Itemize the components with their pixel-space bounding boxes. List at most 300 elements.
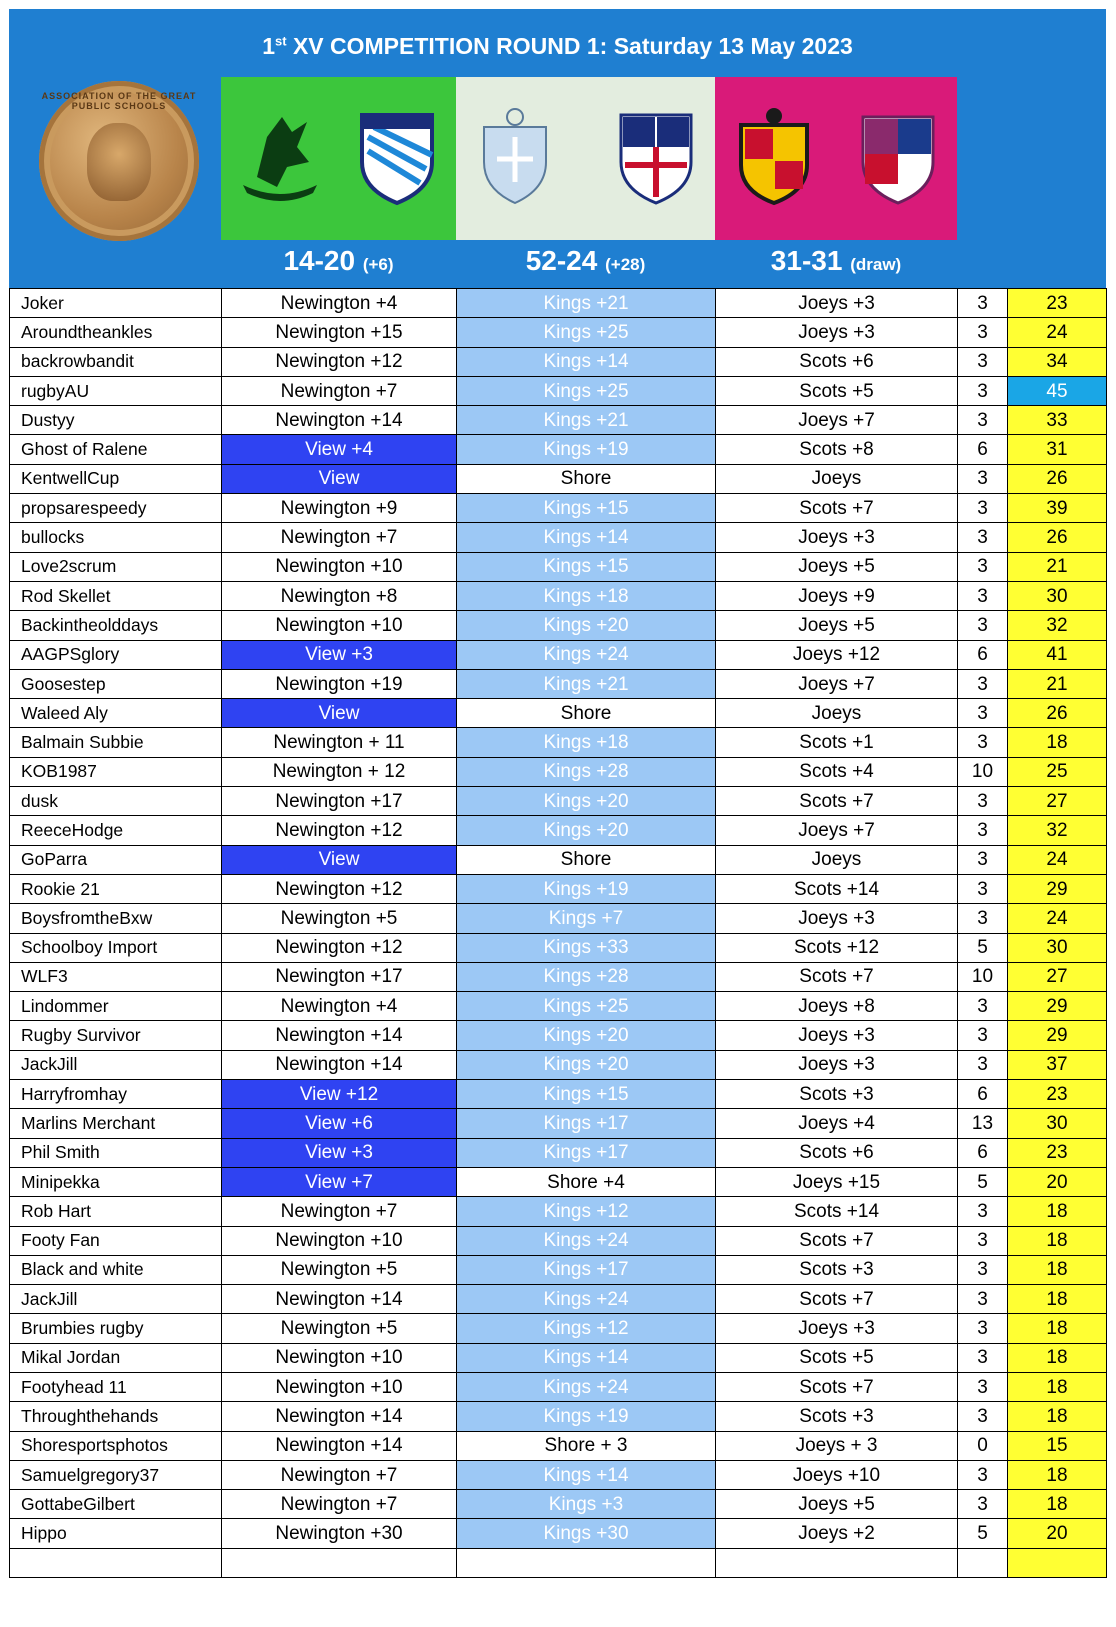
match-3-logos bbox=[715, 77, 957, 240]
bonus-points: 6 bbox=[958, 1138, 1008, 1167]
bonus-points: 3 bbox=[958, 494, 1008, 523]
tipster-name: Mikal Jordan bbox=[10, 1343, 222, 1372]
match-1-tip: View +3 bbox=[222, 1138, 457, 1167]
tipster-name: BoysfromtheBxw bbox=[10, 904, 222, 933]
total-points: 29 bbox=[1008, 1021, 1107, 1050]
tipster-name: Hippo bbox=[10, 1519, 222, 1548]
match-2-tip: Kings +17 bbox=[457, 1138, 716, 1167]
page-title: 1st XV COMPETITION ROUND 1: Saturday 13 May 2023 bbox=[262, 33, 853, 59]
total-points: 29 bbox=[1008, 992, 1107, 1021]
match-3-tip: Scots +6 bbox=[716, 347, 958, 376]
total-points: 21 bbox=[1008, 552, 1107, 581]
tipster-name: Brumbies rugby bbox=[10, 1314, 222, 1343]
match-2-tip: Kings +17 bbox=[457, 1255, 716, 1284]
table-row bbox=[10, 1343, 1107, 1372]
match-2-tip: Kings +14 bbox=[457, 347, 716, 376]
match-2-tip: Kings +24 bbox=[457, 1285, 716, 1314]
total-points: 45 bbox=[1008, 376, 1107, 405]
tipster-name: Rob Hart bbox=[10, 1197, 222, 1226]
match-3-tip: Joeys +3 bbox=[716, 1021, 958, 1050]
empty-cell bbox=[10, 1548, 222, 1577]
scots-college-crest-icon bbox=[731, 107, 817, 207]
match-2-tip: Kings +25 bbox=[457, 992, 716, 1021]
match-3-tip: Joeys +12 bbox=[716, 640, 958, 669]
table-row bbox=[10, 1197, 1107, 1226]
total-points: 33 bbox=[1008, 406, 1107, 435]
bonus-points: 5 bbox=[958, 1167, 1008, 1196]
match-3-tip: Joeys +7 bbox=[716, 816, 958, 845]
total-points: 34 bbox=[1008, 347, 1107, 376]
bonus-points: 13 bbox=[958, 1109, 1008, 1138]
match-2-tip: Kings +14 bbox=[457, 523, 716, 552]
match-1-tip: Newington +12 bbox=[222, 933, 457, 962]
bonus-points: 3 bbox=[958, 464, 1008, 493]
match-1-tip: Newington +7 bbox=[222, 1490, 457, 1519]
match-3-tip: Scots +1 bbox=[716, 728, 958, 757]
bonus-points: 3 bbox=[958, 289, 1008, 318]
table-row bbox=[10, 787, 1107, 816]
match-1-tip: Newington +4 bbox=[222, 289, 457, 318]
match-3-tip: Joeys + 3 bbox=[716, 1431, 958, 1460]
tipster-name: Minipekka bbox=[10, 1167, 222, 1196]
match-2-tip: Kings +21 bbox=[457, 669, 716, 698]
table-row bbox=[10, 611, 1107, 640]
table-row bbox=[10, 933, 1107, 962]
tipster-name: Phil Smith bbox=[10, 1138, 222, 1167]
empty-row bbox=[10, 1548, 1107, 1577]
tipster-name: KentwellCup bbox=[10, 464, 222, 493]
total-points: 20 bbox=[1008, 1519, 1107, 1548]
match-1-tip: Newington +12 bbox=[222, 347, 457, 376]
empty-cell bbox=[716, 1548, 958, 1577]
match-1-tip: Newington +5 bbox=[222, 1255, 457, 1284]
total-points: 24 bbox=[1008, 904, 1107, 933]
match-1-tip: Newington +17 bbox=[222, 962, 457, 991]
bonus-points: 3 bbox=[958, 904, 1008, 933]
match-2-tip: Shore bbox=[457, 464, 716, 493]
match-2-tip: Kings +18 bbox=[457, 581, 716, 610]
table-row bbox=[10, 640, 1107, 669]
header-banner bbox=[9, 9, 1106, 288]
total-points: 32 bbox=[1008, 816, 1107, 845]
match-1-tip: Newington +7 bbox=[222, 523, 457, 552]
bonus-points: 3 bbox=[958, 523, 1008, 552]
table-row bbox=[10, 494, 1107, 523]
match-1-tip: Newington +8 bbox=[222, 581, 457, 610]
tipster-name: Marlins Merchant bbox=[10, 1109, 222, 1138]
table-row bbox=[10, 1021, 1107, 1050]
bonus-points: 5 bbox=[958, 933, 1008, 962]
bonus-points: 5 bbox=[958, 1519, 1008, 1548]
tipster-name: AAGPSglory bbox=[10, 640, 222, 669]
match-3-tip: Scots +12 bbox=[716, 933, 958, 962]
table-row bbox=[10, 581, 1107, 610]
tipster-name: Lindommer bbox=[10, 992, 222, 1021]
match-3-tip: Joeys +2 bbox=[716, 1519, 958, 1548]
match-1-tip: Newington +15 bbox=[222, 318, 457, 347]
table-row bbox=[10, 962, 1107, 991]
bonus-points: 3 bbox=[958, 1285, 1008, 1314]
table-row bbox=[10, 1050, 1107, 1079]
match-1-tip: Newington +10 bbox=[222, 1372, 457, 1401]
match-1-tip: Newington +4 bbox=[222, 992, 457, 1021]
match-3-tip: Joeys +3 bbox=[716, 523, 958, 552]
table-row bbox=[10, 728, 1107, 757]
bonus-points: 3 bbox=[958, 347, 1008, 376]
match-2-tip: Kings +20 bbox=[457, 1050, 716, 1079]
match-2-tip: Kings +20 bbox=[457, 816, 716, 845]
tipster-name: Footyhead 11 bbox=[10, 1372, 222, 1401]
match-2-tip: Kings +14 bbox=[457, 1343, 716, 1372]
table-row bbox=[10, 1255, 1107, 1284]
table-row bbox=[10, 1490, 1107, 1519]
bonus-points: 3 bbox=[958, 1372, 1008, 1401]
table-row bbox=[10, 816, 1107, 845]
table-row bbox=[10, 1167, 1107, 1196]
tipster-name: JackJill bbox=[10, 1285, 222, 1314]
match-3-tip: Joeys +10 bbox=[716, 1460, 958, 1489]
total-points: 18 bbox=[1008, 1226, 1107, 1255]
match-3-tip: Scots +6 bbox=[716, 1138, 958, 1167]
tipster-name: Backintheolddays bbox=[10, 611, 222, 640]
match-1-tip: View +3 bbox=[222, 640, 457, 669]
match-1-tip: Newington +19 bbox=[222, 669, 457, 698]
match-2-tip: Kings +15 bbox=[457, 1080, 716, 1109]
bonus-points: 3 bbox=[958, 1226, 1008, 1255]
tipster-name: ReeceHodge bbox=[10, 816, 222, 845]
bonus-points: 6 bbox=[958, 640, 1008, 669]
total-points: 20 bbox=[1008, 1167, 1107, 1196]
match-3-tip: Joeys +3 bbox=[716, 1314, 958, 1343]
match-3-tip: Joeys +5 bbox=[716, 611, 958, 640]
bonus-points: 3 bbox=[958, 699, 1008, 728]
total-points: 18 bbox=[1008, 1255, 1107, 1284]
bonus-points: 3 bbox=[958, 1197, 1008, 1226]
match-3-tip: Scots +7 bbox=[716, 962, 958, 991]
table-row bbox=[10, 1138, 1107, 1167]
match-2-tip: Kings +12 bbox=[457, 1197, 716, 1226]
total-points: 30 bbox=[1008, 581, 1107, 610]
match-3-tip: Joeys +7 bbox=[716, 406, 958, 435]
table-row bbox=[10, 376, 1107, 405]
match-3-tip: Scots +14 bbox=[716, 874, 958, 903]
tipster-name: rugbyAU bbox=[10, 376, 222, 405]
total-points: 18 bbox=[1008, 1490, 1107, 1519]
match-3-tip: Scots +5 bbox=[716, 1343, 958, 1372]
table-row bbox=[10, 1519, 1107, 1548]
tipster-name: Rugby Survivor bbox=[10, 1021, 222, 1050]
match-3-result: 31-31 (draw) bbox=[770, 245, 902, 276]
match-1-tip: View bbox=[222, 845, 457, 874]
tipster-name: Joker bbox=[10, 289, 222, 318]
total-points: 26 bbox=[1008, 464, 1107, 493]
match-3-tip: Joeys +5 bbox=[716, 552, 958, 581]
match-1-tip: Newington +9 bbox=[222, 494, 457, 523]
tipster-name: Throughthehands bbox=[10, 1402, 222, 1431]
total-points: 21 bbox=[1008, 669, 1107, 698]
bonus-points: 3 bbox=[958, 992, 1008, 1021]
match-1-tip: Newington +14 bbox=[222, 1431, 457, 1460]
match-1-tip: Newington +10 bbox=[222, 552, 457, 581]
match-1-tip: Newington + 11 bbox=[222, 728, 457, 757]
total-points: 18 bbox=[1008, 1314, 1107, 1343]
total-points: 23 bbox=[1008, 1080, 1107, 1109]
match-1-tip: Newington +5 bbox=[222, 904, 457, 933]
total-points: 30 bbox=[1008, 933, 1107, 962]
bonus-points: 3 bbox=[958, 669, 1008, 698]
total-points: 26 bbox=[1008, 523, 1107, 552]
match-3-tip: Joeys +5 bbox=[716, 1490, 958, 1519]
match-2-tip: Kings +28 bbox=[457, 962, 716, 991]
match-1-logos bbox=[221, 77, 456, 240]
match-2-tip: Kings +33 bbox=[457, 933, 716, 962]
match-2-result: 52-24 (+28) bbox=[525, 245, 646, 276]
total-points: 30 bbox=[1008, 1109, 1107, 1138]
table-row bbox=[10, 1226, 1107, 1255]
table-row bbox=[10, 845, 1107, 874]
medallion-text: ASSOCIATION OF THE GREAT PUBLIC SCHOOLS bbox=[41, 91, 197, 111]
total-points: 37 bbox=[1008, 1050, 1107, 1079]
match-2-tip: Kings +30 bbox=[457, 1519, 716, 1548]
total-points: 32 bbox=[1008, 611, 1107, 640]
tipster-name: propsarespeedy bbox=[10, 494, 222, 523]
match-1-tip: Newington +17 bbox=[222, 787, 457, 816]
match-3-tip: Scots +7 bbox=[716, 1372, 958, 1401]
match-3-tip: Joeys +4 bbox=[716, 1109, 958, 1138]
match-3-tip: Scots +7 bbox=[716, 787, 958, 816]
bonus-points: 3 bbox=[958, 845, 1008, 874]
match-3-tip: Joeys +9 bbox=[716, 581, 958, 610]
match-2-tip: Kings +14 bbox=[457, 1460, 716, 1489]
table-row bbox=[10, 406, 1107, 435]
match-1-tip: Newington + 12 bbox=[222, 757, 457, 786]
total-points: 18 bbox=[1008, 1402, 1107, 1431]
match-1-tip: View +4 bbox=[222, 435, 457, 464]
table-row bbox=[10, 552, 1107, 581]
total-points: 29 bbox=[1008, 874, 1107, 903]
match-2-tip: Kings +19 bbox=[457, 435, 716, 464]
table-row bbox=[10, 699, 1107, 728]
match-2-tip: Kings +24 bbox=[457, 640, 716, 669]
match-1-tip: Newington +7 bbox=[222, 1460, 457, 1489]
total-points: 24 bbox=[1008, 318, 1107, 347]
shore-crest-icon bbox=[613, 107, 699, 207]
tipster-name: Harryfromhay bbox=[10, 1080, 222, 1109]
empty-cell bbox=[457, 1548, 716, 1577]
match-2-tip: Shore bbox=[457, 699, 716, 728]
match-2-tip: Kings +21 bbox=[457, 289, 716, 318]
empty-cell bbox=[222, 1548, 457, 1577]
tipster-name: Shoresportsphotos bbox=[10, 1431, 222, 1460]
match-3-tip: Joeys +7 bbox=[716, 669, 958, 698]
table-row bbox=[10, 904, 1107, 933]
total-points: 41 bbox=[1008, 640, 1107, 669]
match-3-tip: Joeys bbox=[716, 845, 958, 874]
table-row bbox=[10, 1460, 1107, 1489]
bonus-points: 0 bbox=[958, 1431, 1008, 1460]
bonus-points: 3 bbox=[958, 552, 1008, 581]
match-3-tip: Scots +14 bbox=[716, 1197, 958, 1226]
total-points: 27 bbox=[1008, 787, 1107, 816]
match-2-tip: Kings +28 bbox=[457, 757, 716, 786]
tipster-name: Goosestep bbox=[10, 669, 222, 698]
tipster-name: Aroundtheankles bbox=[10, 318, 222, 347]
table-row bbox=[10, 669, 1107, 698]
table-row bbox=[10, 1372, 1107, 1401]
tipster-name: Footy Fan bbox=[10, 1226, 222, 1255]
riverview-crest-icon bbox=[354, 107, 440, 207]
dragon-crest-icon bbox=[237, 107, 323, 207]
match-3-tip: Joeys +3 bbox=[716, 289, 958, 318]
tipster-name: Waleed Aly bbox=[10, 699, 222, 728]
match-3-tip: Scots +7 bbox=[716, 1226, 958, 1255]
match-3-tip: Joeys +15 bbox=[716, 1167, 958, 1196]
match-2-tip: Kings +20 bbox=[457, 611, 716, 640]
tipster-name: Schoolboy Import bbox=[10, 933, 222, 962]
match-2-tip: Kings +19 bbox=[457, 1402, 716, 1431]
match-2-tip: Kings +19 bbox=[457, 874, 716, 903]
aagps-medallion-icon bbox=[39, 81, 199, 241]
match-3-tip: Scots +4 bbox=[716, 757, 958, 786]
bonus-points: 3 bbox=[958, 787, 1008, 816]
match-1-result: 14-20 (+6) bbox=[283, 245, 394, 276]
tipster-name: Balmain Subbie bbox=[10, 728, 222, 757]
tipster-name: WLF3 bbox=[10, 962, 222, 991]
bonus-points: 3 bbox=[958, 1314, 1008, 1343]
tipster-name: Dustyy bbox=[10, 406, 222, 435]
bonus-points: 3 bbox=[958, 376, 1008, 405]
bonus-points: 3 bbox=[958, 581, 1008, 610]
tipster-name: Ghost of Ralene bbox=[10, 435, 222, 464]
match-2-tip: Kings +15 bbox=[457, 552, 716, 581]
match-2-tip: Kings +21 bbox=[457, 406, 716, 435]
table-row bbox=[10, 1402, 1107, 1431]
bonus-points: 3 bbox=[958, 1255, 1008, 1284]
match-3-tip: Joeys bbox=[716, 699, 958, 728]
match-2-tip: Kings +7 bbox=[457, 904, 716, 933]
table-row bbox=[10, 1080, 1107, 1109]
match-2-tip: Kings +15 bbox=[457, 494, 716, 523]
tipster-name: backrowbandit bbox=[10, 347, 222, 376]
match-2-tip: Kings +12 bbox=[457, 1314, 716, 1343]
match-1-tip: Newington +10 bbox=[222, 1343, 457, 1372]
match-1-tip: Newington +14 bbox=[222, 406, 457, 435]
tipster-name: dusk bbox=[10, 787, 222, 816]
bonus-points: 3 bbox=[958, 1343, 1008, 1372]
tipster-name: KOB1987 bbox=[10, 757, 222, 786]
match-2-tip: Shore bbox=[457, 845, 716, 874]
empty-cell bbox=[958, 1548, 1008, 1577]
match-3-tip: Scots +7 bbox=[716, 1285, 958, 1314]
tipster-name: Black and white bbox=[10, 1255, 222, 1284]
match-1-tip: Newington +5 bbox=[222, 1314, 457, 1343]
table-row bbox=[10, 757, 1107, 786]
bonus-points: 3 bbox=[958, 611, 1008, 640]
match-2-tip: Kings +20 bbox=[457, 1021, 716, 1050]
tipster-name: Rod Skellet bbox=[10, 581, 222, 610]
match-1-tip: View bbox=[222, 699, 457, 728]
total-points: 15 bbox=[1008, 1431, 1107, 1460]
tipster-name: Love2scrum bbox=[10, 552, 222, 581]
bonus-points: 3 bbox=[958, 1021, 1008, 1050]
table-row bbox=[10, 992, 1107, 1021]
match-2-logos bbox=[456, 77, 715, 240]
table-row bbox=[10, 1285, 1107, 1314]
tipping-sheet bbox=[9, 9, 1106, 1578]
empty-cell bbox=[1008, 1548, 1107, 1577]
tipster-name: Samuelgregory37 bbox=[10, 1460, 222, 1489]
table-row bbox=[10, 289, 1107, 318]
table-row bbox=[10, 523, 1107, 552]
bonus-points: 6 bbox=[958, 435, 1008, 464]
tipster-name: bullocks bbox=[10, 523, 222, 552]
match-3-tip: Scots +3 bbox=[716, 1255, 958, 1284]
match-3-tip: Joeys +3 bbox=[716, 318, 958, 347]
table-row bbox=[10, 1314, 1107, 1343]
match-3-tip: Joeys +3 bbox=[716, 1050, 958, 1079]
total-points: 18 bbox=[1008, 728, 1107, 757]
total-points: 18 bbox=[1008, 1460, 1107, 1489]
kings-school-crest-icon bbox=[472, 107, 558, 207]
match-1-tip: Newington +10 bbox=[222, 611, 457, 640]
match-1-tip: Newington +12 bbox=[222, 816, 457, 845]
match-2-tip: Kings +18 bbox=[457, 728, 716, 757]
medallion-head-icon bbox=[87, 123, 151, 201]
match-3-tip: Joeys +3 bbox=[716, 904, 958, 933]
match-1-tip: View +7 bbox=[222, 1167, 457, 1196]
match-2-tip: Shore +4 bbox=[457, 1167, 716, 1196]
match-1-tip: View bbox=[222, 464, 457, 493]
table-row bbox=[10, 347, 1107, 376]
match-1-tip: Newington +14 bbox=[222, 1050, 457, 1079]
total-points: 27 bbox=[1008, 962, 1107, 991]
tips-table bbox=[9, 288, 1107, 1578]
total-points: 23 bbox=[1008, 1138, 1107, 1167]
total-points: 18 bbox=[1008, 1285, 1107, 1314]
total-points: 24 bbox=[1008, 845, 1107, 874]
match-3-tip: Scots +8 bbox=[716, 435, 958, 464]
match-1-tip: Newington +10 bbox=[222, 1226, 457, 1255]
total-points: 39 bbox=[1008, 494, 1107, 523]
bonus-points: 10 bbox=[958, 962, 1008, 991]
match-2-tip: Kings +20 bbox=[457, 787, 716, 816]
bonus-points: 3 bbox=[958, 874, 1008, 903]
st-josephs-crest-icon bbox=[855, 107, 941, 207]
table-row bbox=[10, 318, 1107, 347]
match-1-tip: Newington +30 bbox=[222, 1519, 457, 1548]
table-row bbox=[10, 1431, 1107, 1460]
match-2-tip: Kings +24 bbox=[457, 1226, 716, 1255]
total-points: 18 bbox=[1008, 1343, 1107, 1372]
match-2-tip: Shore + 3 bbox=[457, 1431, 716, 1460]
total-points: 26 bbox=[1008, 699, 1107, 728]
tipster-name: GottabeGilbert bbox=[10, 1490, 222, 1519]
total-points: 25 bbox=[1008, 757, 1107, 786]
match-1-tip: Newington +7 bbox=[222, 376, 457, 405]
match-3-tip: Scots +5 bbox=[716, 376, 958, 405]
total-points: 18 bbox=[1008, 1197, 1107, 1226]
table-row bbox=[10, 435, 1107, 464]
tipster-name: GoParra bbox=[10, 845, 222, 874]
total-points: 23 bbox=[1008, 289, 1107, 318]
match-1-tip: View +12 bbox=[222, 1080, 457, 1109]
table-row bbox=[10, 1109, 1107, 1138]
bonus-points: 6 bbox=[958, 1080, 1008, 1109]
match-2-tip: Kings +3 bbox=[457, 1490, 716, 1519]
match-2-tip: Kings +25 bbox=[457, 318, 716, 347]
table-row bbox=[10, 464, 1107, 493]
match-1-tip: Newington +12 bbox=[222, 874, 457, 903]
